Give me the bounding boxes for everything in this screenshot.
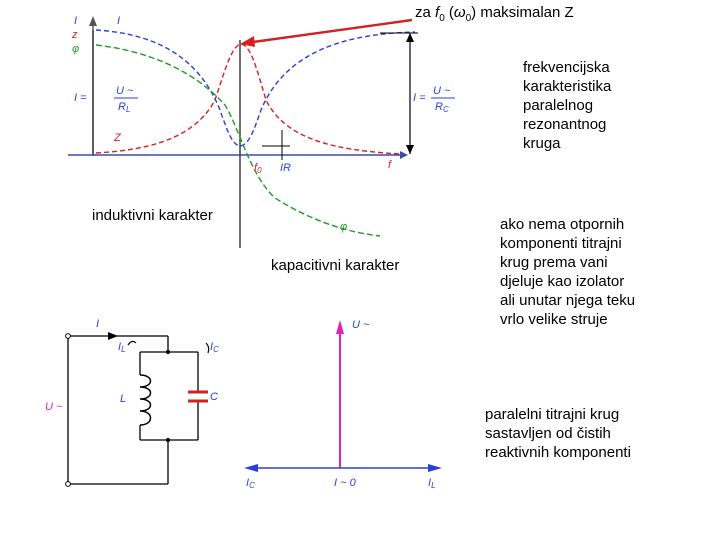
curve-label-i: I: [117, 15, 121, 27]
max-z-pointer-head: [240, 36, 255, 47]
max-z-pointer: [246, 20, 412, 43]
il-formula-prefix: I =: [74, 92, 87, 104]
explanation-line: komponenti titrajni: [500, 235, 622, 252]
curve-label-z: Z: [114, 132, 121, 144]
axis-label-z: z: [72, 29, 78, 41]
axis-label-f: f: [388, 159, 392, 171]
curve-caption: [523, 58, 673, 153]
isolator-explanation: [500, 215, 680, 329]
ic-dimension-arrow-top: [406, 33, 414, 42]
circuit-caption-line: reaktivnih komponenti: [485, 444, 631, 461]
caption-line: paralelnog: [523, 97, 594, 114]
caption-line: karakteristika: [523, 78, 612, 95]
caption-line: rezonantnog: [523, 116, 607, 133]
current-label-ir: IR: [280, 162, 291, 174]
current-arrow-il: [128, 341, 136, 345]
circuit-caption-line: paralelni titrajni krug: [485, 406, 620, 423]
freq-axis-arrow: [400, 151, 408, 159]
ic-formula-den: RC: [435, 101, 449, 114]
terminal-top: [66, 334, 71, 339]
phasor-label-u: U ~: [352, 319, 370, 331]
phasor-il-arrow: [428, 464, 442, 472]
explanation-line: ako nema otpornih: [500, 216, 625, 233]
phasor-ic-arrow: [244, 464, 258, 472]
max-impedance-annotation: za $f_0$ $(\omega_0)$ maksimalan Z: [415, 4, 574, 24]
node-bottom: [166, 438, 170, 442]
circuit-label-u: U ~: [45, 401, 63, 413]
inductive-region-label: induktivni karakter: [92, 207, 213, 224]
explanation-line: ali unutar njega teku: [500, 292, 636, 309]
capacitive-region-label: kapacitivni karakter: [271, 257, 400, 274]
il-formula-den: RL: [118, 101, 131, 114]
phasor-label-il: IL: [428, 477, 436, 490]
circuit-label-l: L: [120, 393, 127, 405]
ic-formula-prefix: I =: [413, 92, 426, 104]
phasor-u-arrow: [336, 320, 344, 334]
caption-line: kruga: [523, 135, 561, 152]
phasor-label-i0: I ~ 0: [334, 477, 356, 489]
current-arrow-i: [108, 332, 118, 340]
explanation-line: krug prema vani: [500, 254, 608, 271]
axis-label-phi: φ: [72, 43, 80, 55]
ic-dimension-arrow-bottom: [406, 145, 414, 154]
terminal-bottom: [66, 482, 71, 487]
circuit-label-c: C: [210, 391, 218, 403]
resonance-label-f0: f0: [254, 162, 262, 175]
current-arrow-ic: [206, 343, 209, 353]
inductor-coil: [140, 375, 151, 425]
circuit-caption: [485, 405, 685, 462]
impedance-curve: [96, 44, 400, 154]
circuit-label-il: IL: [118, 341, 126, 354]
parallel-circuit: [68, 336, 198, 484]
caption-line: frekvencijska: [523, 59, 610, 76]
explanation-line: vrlo velike struje: [500, 311, 608, 328]
axis-label-i: I: [74, 15, 78, 27]
circuit-label-i: I: [96, 318, 100, 330]
circuit-label-ic: IC: [210, 341, 219, 354]
circuit-caption-line: sastavljen od čistih: [485, 425, 611, 442]
ic-formula-num: U ~: [433, 85, 451, 97]
current-curve: [96, 30, 415, 146]
phasor-label-ic: IC: [246, 477, 255, 490]
curve-label-phi: φ: [340, 221, 348, 233]
il-formula-num: U ~: [116, 85, 134, 97]
explanation-line: djeluje kao izolator: [500, 273, 625, 290]
node-top: [166, 350, 170, 354]
vertical-axis-arrow: [89, 16, 97, 26]
